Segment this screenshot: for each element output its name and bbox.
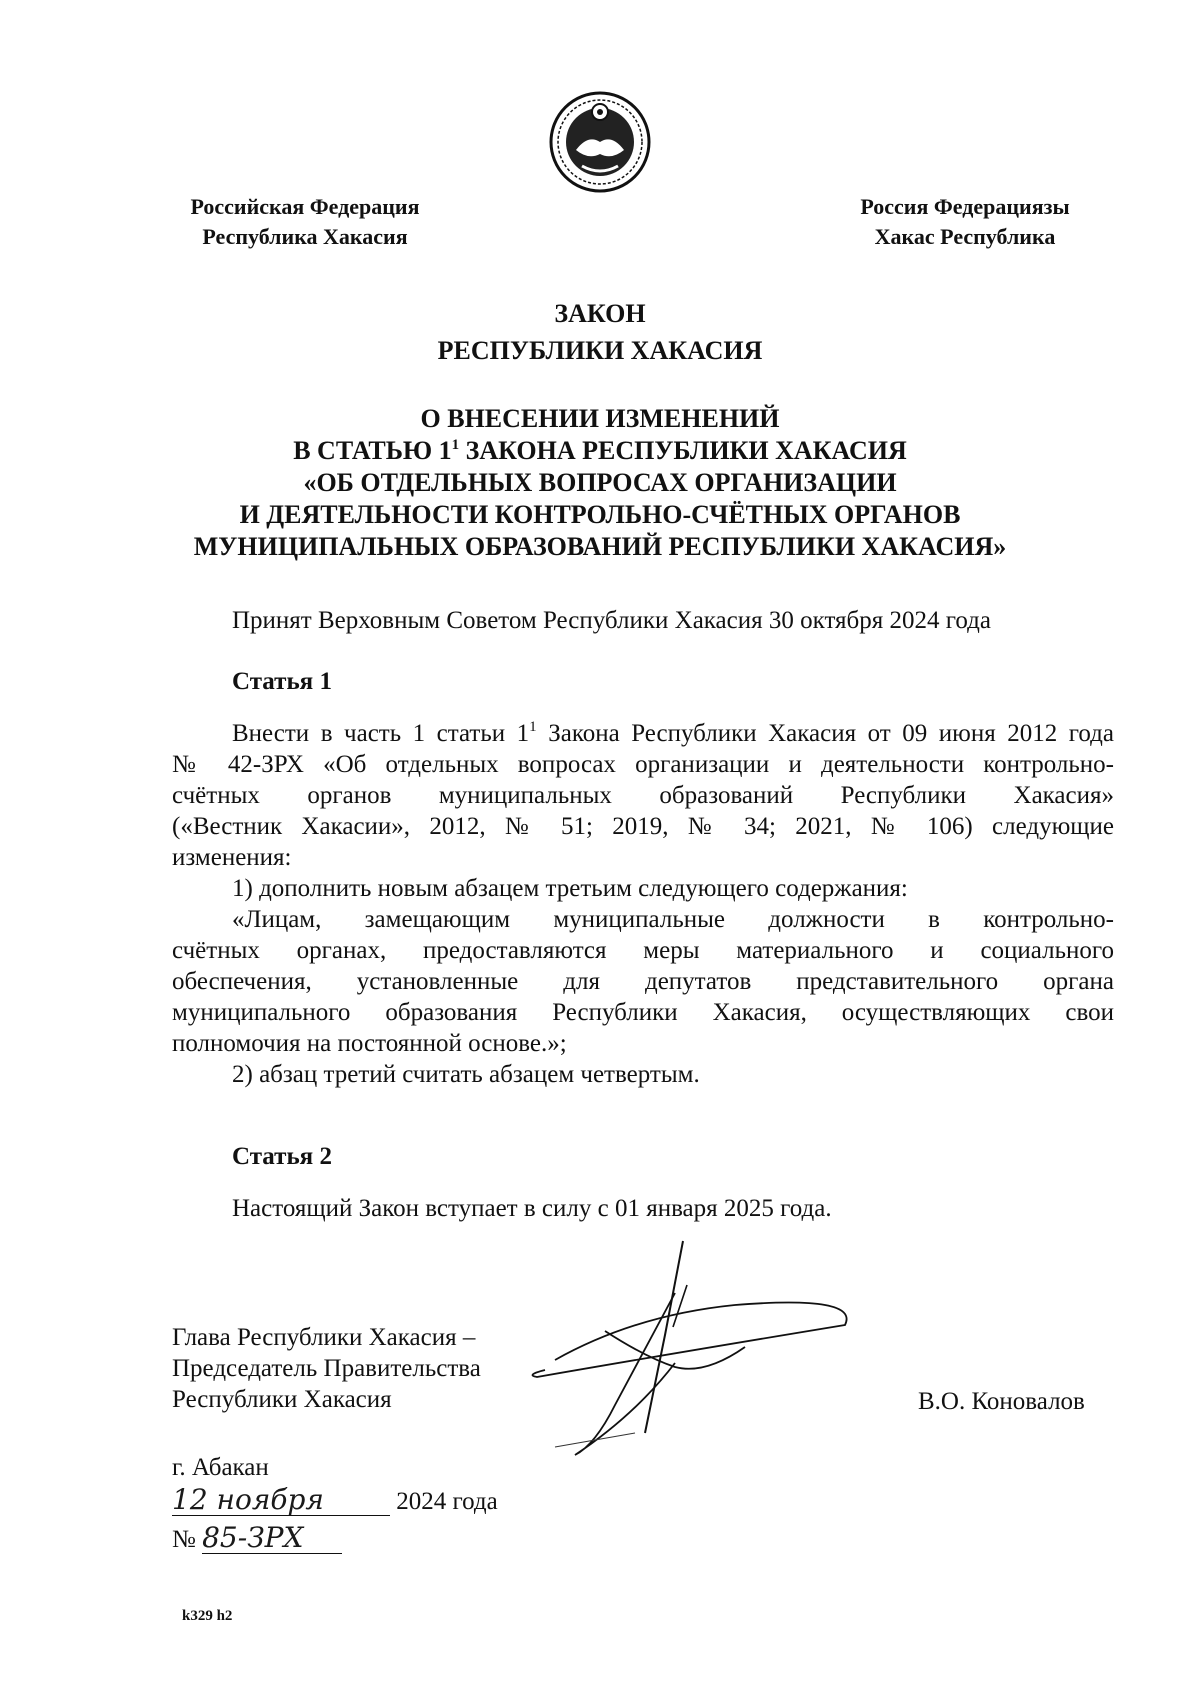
article1-p1-sup: 1	[529, 719, 537, 735]
law-title-line4: И ДЕЯТЕЛЬНОСТИ КОНТРОЛЬНО-СЧЁТНЫХ ОРГАНОВ	[239, 500, 961, 529]
article1-p1-line4: («Вестник Хакасии», 2012, № 51; 2019, № 34; 2021, № 106) следующие	[172, 813, 1114, 840]
date-suffix: 2024 года	[396, 1488, 498, 1515]
article1-quote-line1: «Лицам, замещающим муниципальные должности в контрольно-	[232, 906, 1114, 933]
article1-body	[172, 718, 1114, 1090]
number-prefix: №	[172, 1526, 196, 1553]
signatory-position-line2: Председатель Правительства	[172, 1355, 481, 1382]
document-code: k329 h2	[182, 1608, 233, 1624]
law-title-line3: «ОБ ОТДЕЛЬНЫХ ВОПРОСАХ ОРГАНИЗАЦИИ	[303, 468, 897, 497]
header-right	[830, 192, 1100, 252]
article1-quote-line4: муниципального образования Республики Хакасия, осуществляющих свои	[172, 999, 1114, 1026]
article2-text: Настоящий Закон вступает в силу с 01 января 2025 года.	[232, 1195, 832, 1222]
header-left-line1: Российская Федерация	[190, 194, 420, 219]
article1-p1-line5: изменения:	[172, 844, 292, 871]
article2-heading: Статья 2	[232, 1143, 332, 1170]
handwritten-signature	[515, 1235, 865, 1470]
adopted-line: Принят Верховным Советом Республики Хакасия 30 октября 2024 года	[232, 607, 991, 634]
date-line	[172, 1484, 498, 1517]
header-left-line2: Республика Хакасия	[202, 224, 408, 249]
signatory-position-line3: Республики Хакасия	[172, 1386, 392, 1413]
article1-quote-line5: полномочия на постоянной основе.»;	[172, 1030, 567, 1057]
emblem-icon	[548, 90, 652, 194]
article1-p1-line2: № 42-ЗРХ «Об отдельных вопросах организации и деятельности контрольно-	[172, 751, 1114, 778]
header-right-line2: Хакас Республика	[874, 224, 1056, 249]
signatory-name: В.О. Коновалов	[918, 1388, 1085, 1415]
article1-heading: Статья 1	[232, 668, 332, 695]
date-handwritten: 12 ноября	[172, 1484, 390, 1516]
city: г. Абакан	[172, 1454, 269, 1481]
law-title	[0, 403, 1200, 563]
law-title-line2-sup: 1	[451, 437, 460, 453]
article1-quote-line2: счётных органах, предоставляются меры материального и социального	[172, 937, 1114, 964]
article1-quote-line3: обеспечения, установленные для депутатов представительного органа	[172, 968, 1114, 995]
number-handwritten: 85-ЗРХ	[202, 1522, 342, 1554]
law-title-line2	[0, 435, 1200, 467]
header-left	[160, 192, 450, 252]
article1-p1-line1: Внести в часть 1 статьи $1^1$ Закона Республики Хакасия от 09 июня 2012 года	[232, 719, 1114, 747]
number-line	[172, 1522, 342, 1555]
law-title-line1: О ВНЕСЕНИИ ИЗМЕНЕНИЙ	[420, 404, 780, 433]
law-title-line5: МУНИЦИПАЛЬНЫХ ОБРАЗОВАНИЙ РЕСПУБЛИКИ ХАКАСИЯ»	[193, 532, 1007, 561]
signatory-position	[172, 1322, 481, 1415]
article1-item2: 2) абзац третий считать абзацем четвертым.	[232, 1061, 700, 1088]
article1-item1: 1) дополнить новым абзацем третьим следующего содержания:	[232, 875, 908, 902]
signatory-position-line1: Глава Республики Хакасия –	[172, 1324, 476, 1351]
law-title-line2-post: ЗАКОНА РЕСПУБЛИКИ ХАКАСИЯ	[459, 436, 907, 465]
law-kind: ЗАКОН	[554, 299, 646, 328]
law-title-line2-pre: В СТАТЬЮ 1	[293, 436, 452, 465]
header-right-line1: Россия Федерациязы	[860, 194, 1070, 219]
article1-p1-line3: счётных органов муниципальных образований Республики Хакасия»	[172, 782, 1114, 809]
law-issuer: РЕСПУБЛИКИ ХАКАСИЯ	[437, 336, 763, 365]
